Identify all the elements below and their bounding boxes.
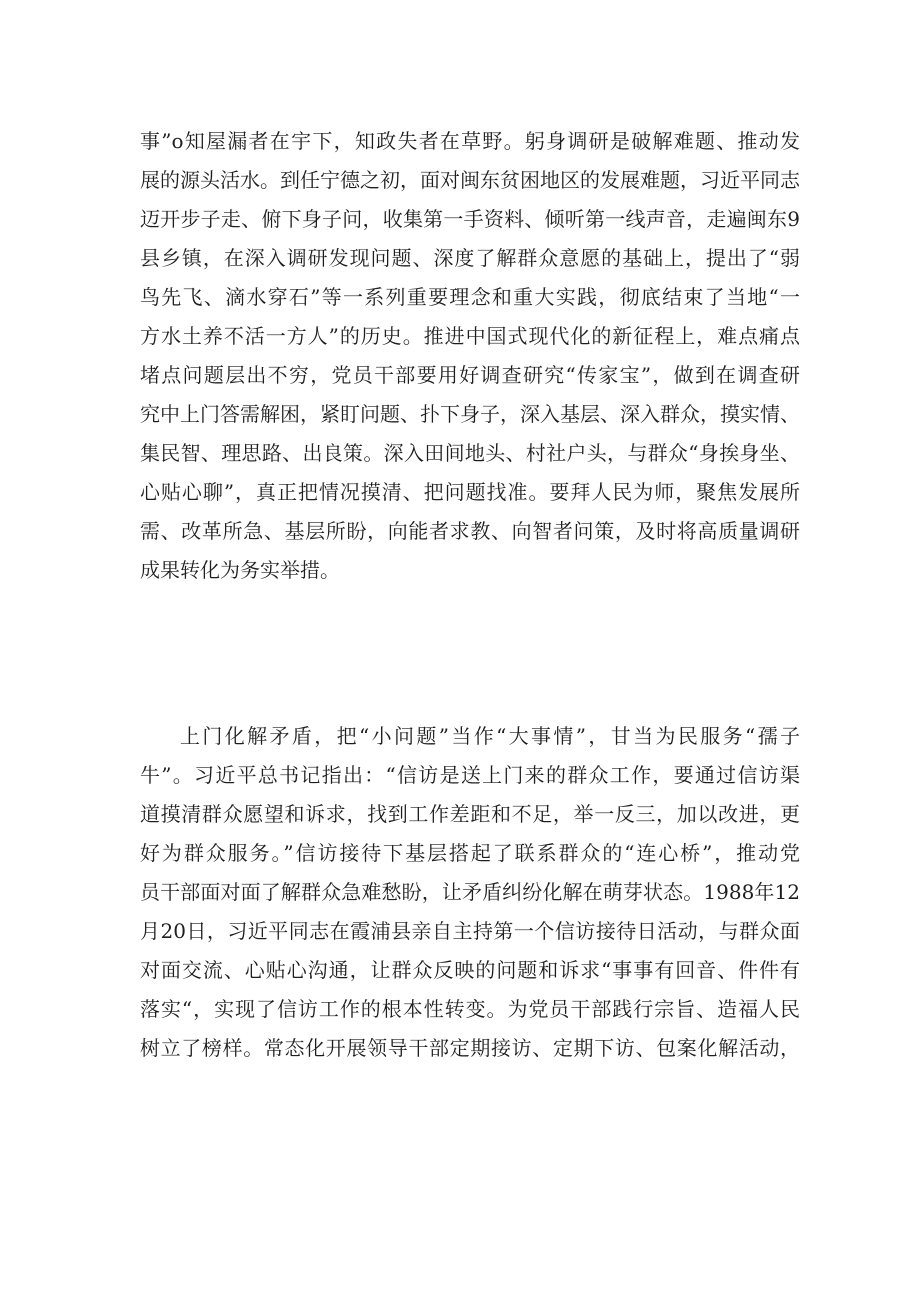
text-line: 心贴心聊”，真正把情况摸清、把问题找准。要拜人民为师，聚焦发展所 xyxy=(140,480,800,504)
text-line: 树立了榜样。常态化开展领导干部定期接访、定期下访、包案化解活动， xyxy=(140,1036,800,1060)
text-line: 迈开步子走、俯下身子问，收集第一手资料、倾听第一线声音，走遍闽东9 xyxy=(140,207,800,231)
text-line: 方水土养不活一方人”的历史。推进中国式现代化的新征程上，难点痛点 xyxy=(140,324,800,348)
text-line: 县乡镇，在深入调研发现问题、深度了解群众意愿的基础上，提出了“弱 xyxy=(140,246,800,270)
text-line: 集民智、理思路、出良策。深入田间地头、村社户头，与群众“身挨身坐、 xyxy=(140,441,800,465)
text-line: 月20日，习近平同志在霞浦县亲自主持第一个信访接待日活动，与群众面 xyxy=(140,919,800,943)
text-line: 员干部面对面了解群众急难愁盼，让矛盾纠纷化解在萌芽状态。1988年12 xyxy=(140,880,800,904)
text-line: 落实“，实现了信访工作的根本性转变。为党员干部践行宗旨、造福人民 xyxy=(140,997,800,1021)
text-line: 究中上门答需解困，紧盯问题、扑下身子，深入基层、深入群众，摸实情、 xyxy=(140,402,800,426)
paragraph-petition xyxy=(140,717,800,1068)
text-line: 事”o知屋漏者在宇下，知政失者在草野。躬身调研是破解难题、推动发 xyxy=(140,129,800,153)
text-line: 好为群众服务。”信访接待下基层搭起了联系群众的“连心桥”，推动党 xyxy=(140,841,800,865)
text-line: 成果转化为务实举措。 xyxy=(140,558,340,582)
text-line: 鸟先飞、滴水穿石”等一系列重要理念和重大实践，彻底结束了当地“一 xyxy=(140,285,800,309)
paragraph-research xyxy=(140,122,800,590)
text-line: 对面交流、心贴心沟通，让群众反映的问题和诉求“事事有回音、件件有 xyxy=(140,958,800,982)
text-line: 牛”。习近平总书记指出：“信访是送上门来的群众工作，要通过信访渠 xyxy=(140,763,800,787)
text-line: 展的源头活水。到任宁德之初，面对闽东贫困地区的发展难题，习近平同志 xyxy=(140,168,800,192)
text-line: 上门化解矛盾，把“小问题”当作“大事情”，甘当为民服务“孺子 xyxy=(180,724,800,748)
text-line: 道摸清群众愿望和诉求，找到工作差距和不足，举一反三，加以改进，更 xyxy=(140,802,800,826)
text-line: 堵点问题层出不穷，党员干部要用好调查研究“传家宝”，做到在调查研 xyxy=(140,363,800,387)
text-line: 需、改革所急、基层所盼，向能者求教、向智者问策，及时将高质量调研 xyxy=(140,519,800,543)
